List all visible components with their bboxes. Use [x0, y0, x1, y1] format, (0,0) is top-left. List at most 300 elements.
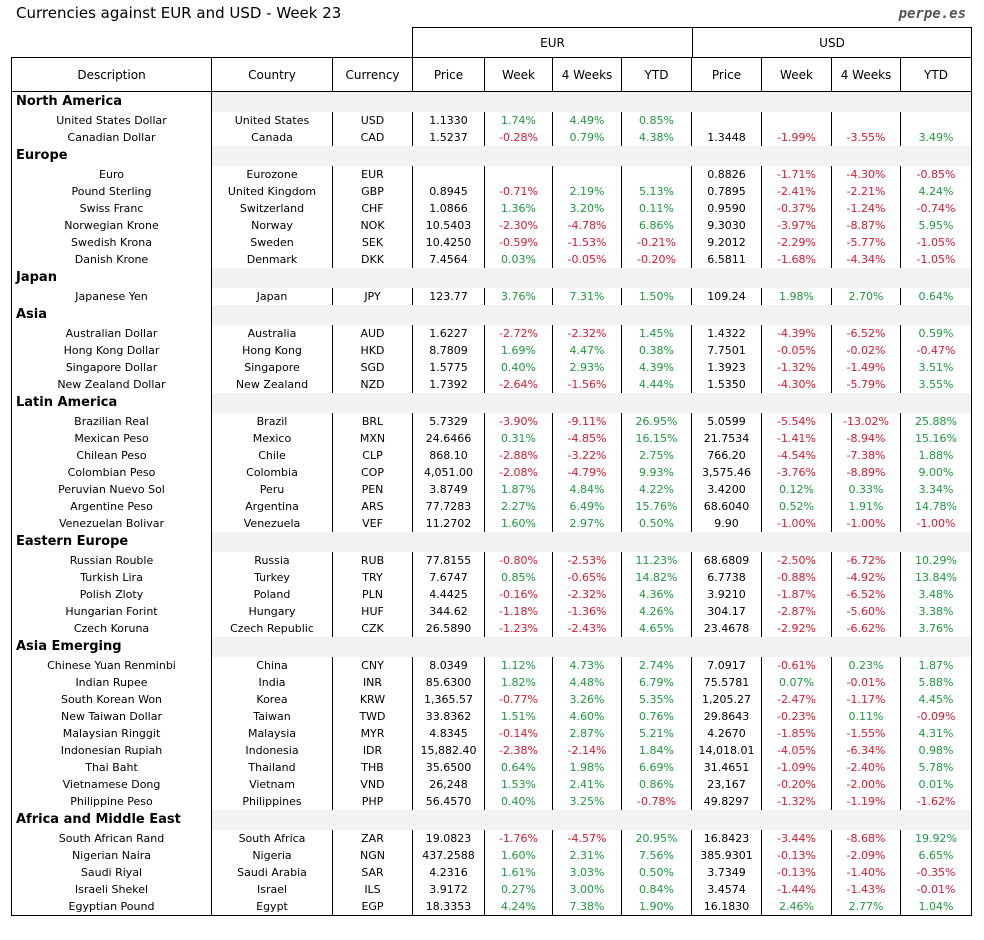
cell-description: South Korean Won	[12, 691, 212, 708]
cell-usd-price: 29.8643	[692, 708, 762, 725]
cell-eur-ytd: -0.20%	[622, 251, 692, 268]
cell-eur-4weeks: 0.79%	[553, 129, 622, 146]
cell-country: Korea	[212, 691, 333, 708]
cell-eur-price: 1.0866	[413, 200, 485, 217]
table-row	[12, 674, 972, 691]
cell-country: India	[212, 674, 333, 691]
cell-eur-4weeks: -4.85%	[553, 430, 622, 447]
cell-usd-4weeks: -2.00%	[832, 776, 901, 793]
cell-currency: CNY	[333, 657, 413, 674]
cell-usd-4weeks: -1.17%	[832, 691, 901, 708]
cell-currency: CAD	[333, 129, 413, 146]
cell-usd-4weeks: -6.34%	[832, 742, 901, 759]
cell-usd-price: 0.7895	[692, 183, 762, 200]
col-usd-4weeks: 4 Weeks	[832, 58, 901, 92]
cell-usd-week: 0.52%	[762, 498, 832, 515]
cell-usd-price: 6.5811	[692, 251, 762, 268]
cell-eur-week: 0.64%	[485, 759, 553, 776]
cell-currency: INR	[333, 674, 413, 691]
cell-country: Japan	[212, 288, 333, 305]
cell-eur-ytd: 1.50%	[622, 288, 692, 305]
cell-eur-price: 35.6500	[413, 759, 485, 776]
cell-usd-price: 1.4322	[692, 325, 762, 342]
cell-currency: NZD	[333, 376, 413, 393]
column-header-row	[12, 58, 972, 92]
cell-eur-price: 4,051.00	[413, 464, 485, 481]
cell-eur-4weeks: -2.43%	[553, 620, 622, 637]
cell-country: United Kingdom	[212, 183, 333, 200]
cell-country: Saudi Arabia	[212, 864, 333, 881]
cell-eur-week: -0.59%	[485, 234, 553, 251]
cell-eur-price: 1.7392	[413, 376, 485, 393]
cell-usd-ytd: 3.55%	[901, 376, 972, 393]
cell-usd-4weeks: -2.21%	[832, 183, 901, 200]
cell-description: Mexican Peso	[12, 430, 212, 447]
cell-usd-4weeks: -6.62%	[832, 620, 901, 637]
cell-currency: AUD	[333, 325, 413, 342]
cell-usd-week: -1.32%	[762, 793, 832, 810]
cell-usd-ytd: 1.04%	[901, 898, 972, 916]
cell-usd-week: -1.00%	[762, 515, 832, 532]
col-currency: Currency	[333, 58, 413, 92]
cell-description: Malaysian Ringgit	[12, 725, 212, 742]
cell-currency: KRW	[333, 691, 413, 708]
cell-usd-week: -1.68%	[762, 251, 832, 268]
cell-usd-4weeks: -13.02%	[832, 413, 901, 430]
cell-usd-4weeks: -1.55%	[832, 725, 901, 742]
cell-usd-4weeks: -1.00%	[832, 515, 901, 532]
category-name: Japan	[12, 268, 212, 288]
cell-usd-week: -0.61%	[762, 657, 832, 674]
table-row	[12, 359, 972, 376]
col-eur-week: Week	[485, 58, 553, 92]
cell-usd-ytd: -1.05%	[901, 251, 972, 268]
cell-usd-price: 23,167	[692, 776, 762, 793]
cell-eur-4weeks: 2.97%	[553, 515, 622, 532]
cell-currency: EUR	[333, 166, 413, 183]
cell-eur-price	[413, 166, 485, 183]
table-row	[12, 217, 972, 234]
cell-usd-week: -3.44%	[762, 830, 832, 847]
cell-eur-ytd: 4.39%	[622, 359, 692, 376]
cell-eur-price: 4.2316	[413, 864, 485, 881]
cell-eur-4weeks: 3.26%	[553, 691, 622, 708]
cell-eur-week: -2.72%	[485, 325, 553, 342]
cell-country: South Africa	[212, 830, 333, 847]
cell-eur-week: -0.77%	[485, 691, 553, 708]
cell-eur-4weeks: -2.32%	[553, 325, 622, 342]
cell-usd-ytd: 0.01%	[901, 776, 972, 793]
cell-usd-4weeks: -8.89%	[832, 464, 901, 481]
cell-currency: CLP	[333, 447, 413, 464]
cell-eur-week: 1.61%	[485, 864, 553, 881]
cell-usd-price: 109.24	[692, 288, 762, 305]
table-row	[12, 620, 972, 637]
cell-usd-week: -2.92%	[762, 620, 832, 637]
cell-eur-price: 3.8749	[413, 481, 485, 498]
cell-usd-week: -0.13%	[762, 864, 832, 881]
cell-description: Czech Koruna	[12, 620, 212, 637]
cell-eur-week	[485, 166, 553, 183]
cell-currency: PEN	[333, 481, 413, 498]
cell-currency: USD	[333, 112, 413, 129]
cell-usd-4weeks: -8.87%	[832, 217, 901, 234]
eur-group-header: EUR	[412, 27, 693, 57]
cell-eur-week: 3.76%	[485, 288, 553, 305]
cell-description: South African Rand	[12, 830, 212, 847]
cell-eur-4weeks: -1.56%	[553, 376, 622, 393]
cell-eur-4weeks: -2.14%	[553, 742, 622, 759]
cell-eur-price: 10.5403	[413, 217, 485, 234]
cell-eur-4weeks: 4.47%	[553, 342, 622, 359]
cell-usd-week: -1.09%	[762, 759, 832, 776]
category-row	[12, 532, 972, 552]
cell-description: New Taiwan Dollar	[12, 708, 212, 725]
cell-currency: IDR	[333, 742, 413, 759]
cell-eur-4weeks: 6.49%	[553, 498, 622, 515]
cell-eur-price: 8.7809	[413, 342, 485, 359]
cell-currency: SEK	[333, 234, 413, 251]
category-name: Asia	[12, 305, 212, 325]
cell-currency: PLN	[333, 586, 413, 603]
cell-eur-ytd: 6.69%	[622, 759, 692, 776]
cell-description: New Zealand Dollar	[12, 376, 212, 393]
table-row	[12, 129, 972, 146]
cell-usd-ytd: 19.92%	[901, 830, 972, 847]
cell-country: Hong Kong	[212, 342, 333, 359]
cell-usd-price: 9.90	[692, 515, 762, 532]
cell-usd-week: -1.44%	[762, 881, 832, 898]
cell-usd-ytd: 0.59%	[901, 325, 972, 342]
table-row	[12, 657, 972, 674]
cell-eur-ytd: 0.85%	[622, 112, 692, 129]
cell-description: Turkish Lira	[12, 569, 212, 586]
cell-usd-price: 3.7349	[692, 864, 762, 881]
category-spacer	[212, 810, 972, 830]
table-row	[12, 569, 972, 586]
category-name: Europe	[12, 146, 212, 166]
cell-currency: EGP	[333, 898, 413, 916]
cell-usd-week	[762, 112, 832, 129]
cell-usd-week: -2.41%	[762, 183, 832, 200]
cell-currency: THB	[333, 759, 413, 776]
cell-eur-week: 1.60%	[485, 515, 553, 532]
cell-usd-week: -2.87%	[762, 603, 832, 620]
cell-usd-price: 7.7501	[692, 342, 762, 359]
cell-eur-ytd: 0.84%	[622, 881, 692, 898]
table-row	[12, 759, 972, 776]
cell-usd-week: -4.05%	[762, 742, 832, 759]
cell-currency: NGN	[333, 847, 413, 864]
cell-eur-week: -0.14%	[485, 725, 553, 742]
cell-eur-4weeks: 4.73%	[553, 657, 622, 674]
table-row	[12, 776, 972, 793]
cell-description: Brazilian Real	[12, 413, 212, 430]
cell-usd-ytd: 4.45%	[901, 691, 972, 708]
cell-usd-4weeks: -5.79%	[832, 376, 901, 393]
cell-eur-ytd: 5.21%	[622, 725, 692, 742]
table-row	[12, 251, 972, 268]
cell-eur-price: 15,882.40	[413, 742, 485, 759]
cell-eur-price: 26,248	[413, 776, 485, 793]
cell-currency: HKD	[333, 342, 413, 359]
cell-currency: HUF	[333, 603, 413, 620]
cell-currency: GBP	[333, 183, 413, 200]
cell-usd-week: -1.32%	[762, 359, 832, 376]
cell-eur-4weeks: 7.38%	[553, 898, 622, 916]
cell-currency: PHP	[333, 793, 413, 810]
cell-description: Thai Baht	[12, 759, 212, 776]
cell-country: Chile	[212, 447, 333, 464]
cell-usd-week: -2.29%	[762, 234, 832, 251]
category-spacer	[212, 637, 972, 657]
cell-eur-price: 8.0349	[413, 657, 485, 674]
cell-usd-ytd: 25.88%	[901, 413, 972, 430]
cell-country: New Zealand	[212, 376, 333, 393]
cell-country: China	[212, 657, 333, 674]
cell-eur-ytd: 4.65%	[622, 620, 692, 637]
page-title: Currencies against EUR and USD - Week 23	[16, 4, 342, 22]
cell-eur-4weeks: 3.00%	[553, 881, 622, 898]
cell-usd-week: -4.54%	[762, 447, 832, 464]
cell-description: Nigerian Naira	[12, 847, 212, 864]
cell-eur-4weeks: 2.87%	[553, 725, 622, 742]
cell-usd-ytd: 3.76%	[901, 620, 972, 637]
cell-usd-week: -0.05%	[762, 342, 832, 359]
cell-eur-week: -0.71%	[485, 183, 553, 200]
cell-usd-price: 9.2012	[692, 234, 762, 251]
cell-currency: ZAR	[333, 830, 413, 847]
category-row	[12, 637, 972, 657]
cell-description: Australian Dollar	[12, 325, 212, 342]
cell-usd-week: 1.98%	[762, 288, 832, 305]
cell-usd-price: 0.8826	[692, 166, 762, 183]
cell-description: Indonesian Rupiah	[12, 742, 212, 759]
cell-eur-week: -2.30%	[485, 217, 553, 234]
cell-eur-week: -0.28%	[485, 129, 553, 146]
cell-usd-4weeks: 2.77%	[832, 898, 901, 916]
table-body	[12, 92, 972, 916]
cell-usd-price: 385.9301	[692, 847, 762, 864]
cell-usd-price: 7.0917	[692, 657, 762, 674]
cell-country: Denmark	[212, 251, 333, 268]
cell-usd-price: 766.20	[692, 447, 762, 464]
cell-usd-4weeks: -2.09%	[832, 847, 901, 864]
cell-description: Singapore Dollar	[12, 359, 212, 376]
table-row	[12, 586, 972, 603]
cell-usd-week: -1.41%	[762, 430, 832, 447]
col-eur-price: Price	[413, 58, 485, 92]
col-eur-4weeks: 4 Weeks	[553, 58, 622, 92]
cell-usd-4weeks: -7.38%	[832, 447, 901, 464]
table-row	[12, 725, 972, 742]
table-row	[12, 464, 972, 481]
cell-usd-ytd: -0.09%	[901, 708, 972, 725]
cell-eur-week: 0.31%	[485, 430, 553, 447]
cell-eur-week: -3.90%	[485, 413, 553, 430]
cell-usd-4weeks: -6.52%	[832, 325, 901, 342]
cell-currency: NOK	[333, 217, 413, 234]
cell-eur-4weeks: 4.48%	[553, 674, 622, 691]
cell-usd-price: 5.0599	[692, 413, 762, 430]
cell-usd-ytd: 10.29%	[901, 552, 972, 569]
cell-usd-ytd: 1.87%	[901, 657, 972, 674]
cell-description: Peruvian Nuevo Sol	[12, 481, 212, 498]
cell-country: Nigeria	[212, 847, 333, 864]
cell-eur-ytd: 0.50%	[622, 515, 692, 532]
table-row	[12, 864, 972, 881]
cell-country: Singapore	[212, 359, 333, 376]
cell-description: Norwegian Krone	[12, 217, 212, 234]
cell-usd-price: 1.3448	[692, 129, 762, 146]
category-row	[12, 268, 972, 288]
col-usd-ytd: YTD	[901, 58, 972, 92]
cell-usd-price: 14,018.01	[692, 742, 762, 759]
cell-description: Swiss Franc	[12, 200, 212, 217]
cell-usd-ytd: -1.62%	[901, 793, 972, 810]
cell-usd-ytd: 0.98%	[901, 742, 972, 759]
cell-eur-week: 2.27%	[485, 498, 553, 515]
cell-eur-week: -2.64%	[485, 376, 553, 393]
cell-country: Philippines	[212, 793, 333, 810]
category-spacer	[212, 268, 972, 288]
cell-usd-4weeks: 0.33%	[832, 481, 901, 498]
cell-usd-4weeks: -4.92%	[832, 569, 901, 586]
cell-eur-4weeks: -4.79%	[553, 464, 622, 481]
cell-usd-price	[692, 112, 762, 129]
cell-usd-4weeks: -1.24%	[832, 200, 901, 217]
cell-usd-4weeks: 0.23%	[832, 657, 901, 674]
cell-eur-price: 77.8155	[413, 552, 485, 569]
cell-country: Australia	[212, 325, 333, 342]
cell-usd-price: 49.8297	[692, 793, 762, 810]
cell-eur-week: 1.69%	[485, 342, 553, 359]
cell-currency: BRL	[333, 413, 413, 430]
cell-usd-ytd: 9.00%	[901, 464, 972, 481]
table-row	[12, 481, 972, 498]
cell-eur-4weeks: 3.03%	[553, 864, 622, 881]
cell-eur-price: 19.0823	[413, 830, 485, 847]
cell-usd-price: 75.5781	[692, 674, 762, 691]
cell-eur-ytd: 1.84%	[622, 742, 692, 759]
cell-usd-ytd: 3.34%	[901, 481, 972, 498]
cell-eur-4weeks: -4.57%	[553, 830, 622, 847]
cell-currency: ILS	[333, 881, 413, 898]
table-row	[12, 881, 972, 898]
cell-description: Russian Rouble	[12, 552, 212, 569]
cell-description: Canadian Dollar	[12, 129, 212, 146]
cell-description: Chinese Yuan Renminbi	[12, 657, 212, 674]
table-row	[12, 183, 972, 200]
cell-usd-price: 3.4200	[692, 481, 762, 498]
cell-eur-ytd: 11.23%	[622, 552, 692, 569]
category-row	[12, 305, 972, 325]
cell-usd-ytd: 15.16%	[901, 430, 972, 447]
cell-eur-4weeks: -9.11%	[553, 413, 622, 430]
cell-usd-ytd: -1.00%	[901, 515, 972, 532]
cell-usd-ytd: -0.74%	[901, 200, 972, 217]
cell-eur-4weeks: -0.05%	[553, 251, 622, 268]
cell-description: Vietnamese Dong	[12, 776, 212, 793]
cell-description: Egyptian Pound	[12, 898, 212, 916]
cell-eur-week: 1.87%	[485, 481, 553, 498]
cell-eur-price: 85.6300	[413, 674, 485, 691]
cell-usd-price: 6.7738	[692, 569, 762, 586]
cell-usd-price: 3.4574	[692, 881, 762, 898]
cell-eur-price: 11.2702	[413, 515, 485, 532]
table-row	[12, 708, 972, 725]
cell-eur-4weeks: -1.36%	[553, 603, 622, 620]
cell-description: Saudi Riyal	[12, 864, 212, 881]
cell-usd-week: -4.30%	[762, 376, 832, 393]
cell-usd-ytd: 4.31%	[901, 725, 972, 742]
cell-description: Colombian Peso	[12, 464, 212, 481]
cell-usd-week: -3.76%	[762, 464, 832, 481]
cell-country: Mexico	[212, 430, 333, 447]
cell-eur-price: 1.5775	[413, 359, 485, 376]
cell-description: Philippine Peso	[12, 793, 212, 810]
cell-usd-price: 16.1830	[692, 898, 762, 916]
table-row	[12, 793, 972, 810]
cell-country: Malaysia	[212, 725, 333, 742]
cell-usd-price: 31.4651	[692, 759, 762, 776]
cell-currency: DKK	[333, 251, 413, 268]
cell-eur-ytd: 4.26%	[622, 603, 692, 620]
cell-usd-ytd: 5.78%	[901, 759, 972, 776]
cell-currency: TRY	[333, 569, 413, 586]
cell-eur-price: 18.3353	[413, 898, 485, 916]
table-row	[12, 498, 972, 515]
cell-eur-4weeks: -2.32%	[553, 586, 622, 603]
cell-eur-4weeks: 1.98%	[553, 759, 622, 776]
cell-eur-ytd: 7.56%	[622, 847, 692, 864]
cell-country: Peru	[212, 481, 333, 498]
col-usd-week: Week	[762, 58, 832, 92]
cell-usd-week: -3.97%	[762, 217, 832, 234]
cell-usd-price: 21.7534	[692, 430, 762, 447]
cell-eur-week: 1.51%	[485, 708, 553, 725]
cell-country: United States	[212, 112, 333, 129]
table-row	[12, 847, 972, 864]
cell-usd-week: -1.85%	[762, 725, 832, 742]
category-row	[12, 146, 972, 166]
cell-country: Vietnam	[212, 776, 333, 793]
cell-eur-price: 3.9172	[413, 881, 485, 898]
cell-usd-4weeks: -4.30%	[832, 166, 901, 183]
cell-eur-price: 1.6227	[413, 325, 485, 342]
cell-eur-price: 1,365.57	[413, 691, 485, 708]
cell-eur-ytd: 0.50%	[622, 864, 692, 881]
cell-currency: COP	[333, 464, 413, 481]
cell-usd-week: -4.39%	[762, 325, 832, 342]
cell-eur-ytd: 5.35%	[622, 691, 692, 708]
cell-eur-ytd: 4.22%	[622, 481, 692, 498]
cell-eur-week: -0.80%	[485, 552, 553, 569]
cell-usd-ytd: -0.01%	[901, 881, 972, 898]
cell-description: Indian Rupee	[12, 674, 212, 691]
cell-description: Hong Kong Dollar	[12, 342, 212, 359]
col-description: Description	[12, 58, 212, 92]
cell-usd-4weeks	[832, 112, 901, 129]
table-row	[12, 691, 972, 708]
cell-usd-4weeks: -1.19%	[832, 793, 901, 810]
table-row	[12, 342, 972, 359]
cell-eur-price: 26.5890	[413, 620, 485, 637]
cell-description: Hungarian Forint	[12, 603, 212, 620]
cell-eur-price: 24.6466	[413, 430, 485, 447]
cell-eur-week: 0.40%	[485, 793, 553, 810]
cell-usd-4weeks: 2.70%	[832, 288, 901, 305]
